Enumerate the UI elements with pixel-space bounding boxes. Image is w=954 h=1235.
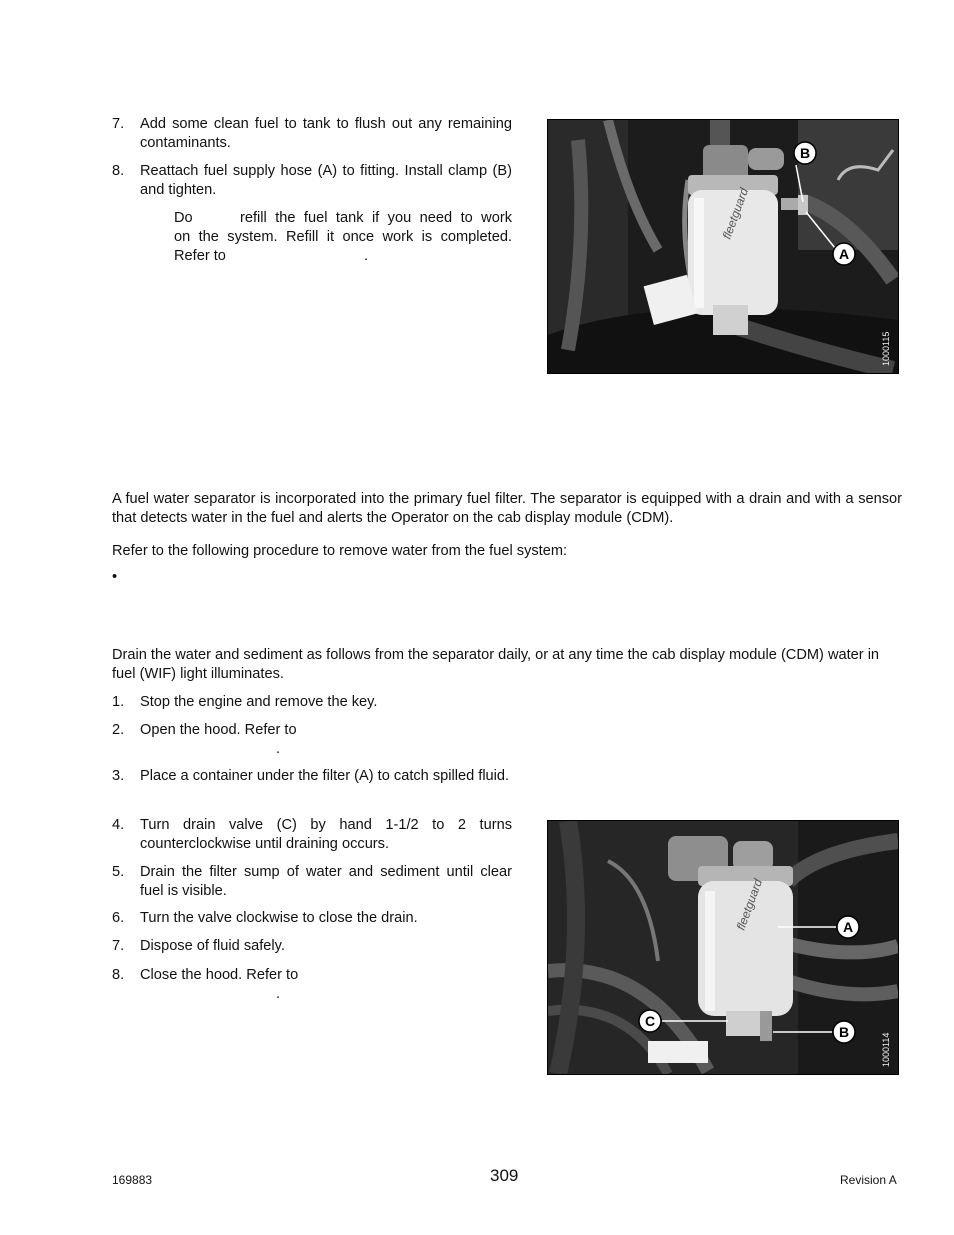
svg-text:C: C xyxy=(644,1013,656,1029)
note-line1: refill the fuel tank if you need to work xyxy=(240,210,512,226)
note-line2: on the system. Refill it once work is completed. xyxy=(174,229,512,245)
step-text: Open the hood. Refer to xyxy=(140,722,297,738)
svg-text:B: B xyxy=(799,145,811,161)
step-tail: . xyxy=(276,741,281,757)
figure-id: 1000114 xyxy=(881,1032,891,1067)
step-text: Turn drain valve (C) by hand 1-1/2 to 2 turns counterclockwise until draining occurs. xyxy=(140,817,512,852)
callout-c xyxy=(639,1010,661,1032)
step-number: 3. xyxy=(112,768,125,784)
step-number: 6. xyxy=(112,910,125,926)
drain-step-8 xyxy=(112,966,512,1002)
drain-step-7 xyxy=(112,937,512,956)
filter-brand-mark: fleetguard xyxy=(733,877,766,933)
doc-number: 169883 xyxy=(112,1173,153,1187)
drain-step-4 xyxy=(112,816,512,854)
step-text: Stop the engine and remove the key. xyxy=(140,694,378,710)
step-number: 7. xyxy=(112,116,125,132)
step-8-reattach-hose xyxy=(112,162,512,200)
drain-intro: Drain the water and sediment as follows from the separator daily, or at any time the cab display module (CDM) water in fuel (WIF) light illuminates. xyxy=(112,647,880,682)
step-number: 8. xyxy=(112,967,125,983)
callout-a xyxy=(837,916,859,938)
note-block xyxy=(174,209,512,266)
drain-step-2 xyxy=(112,721,512,757)
bullet: • xyxy=(112,569,118,585)
figure-fuel-filter-hose xyxy=(547,119,899,374)
figure-water-separator-drain xyxy=(547,820,899,1075)
page-number: 309 xyxy=(490,1166,519,1185)
step-number: 5. xyxy=(112,864,125,880)
svg-text:B: B xyxy=(838,1024,850,1040)
separator-intro: A fuel water separator is incorporated into the primary fuel filter. The separator is equipped with a drain and with a sensor that detects water in the fuel and alerts the Operator on the cab display module (CDM). xyxy=(112,491,902,526)
step-text: Add some clean fuel to tank to flush out any remaining contaminants. xyxy=(140,116,512,151)
step-text: Close the hood. Refer to xyxy=(140,967,299,983)
step-number: 4. xyxy=(112,817,125,833)
step-number: 2. xyxy=(112,722,125,738)
separator-photo xyxy=(548,821,898,1074)
separator-refer: Refer to the following procedure to remove water from the fuel system: xyxy=(112,543,568,559)
note-period: . xyxy=(364,248,369,264)
step-7-add-fuel xyxy=(112,115,512,153)
step-number: 8. xyxy=(112,163,125,179)
fuel-filter-photo xyxy=(548,120,898,373)
callout-b xyxy=(833,1021,855,1043)
step-tail: . xyxy=(276,986,281,1002)
step-text: Reattach fuel supply hose (A) to fitting. Install clamp (B) and tighten. xyxy=(140,163,512,198)
step-text: Dispose of fluid safely. xyxy=(140,938,285,954)
drain-step-6 xyxy=(112,909,512,928)
step-text: Drain the filter sump of water and sediment until clear fuel is visible. xyxy=(140,864,512,899)
note-refer: Refer to xyxy=(174,248,226,264)
drain-step-3 xyxy=(112,767,512,786)
filter-brand-mark: fleetguard xyxy=(719,186,752,242)
revision: Revision A xyxy=(840,1173,897,1187)
step-number: 1. xyxy=(112,694,125,710)
svg-text:A: A xyxy=(842,919,854,935)
note-do: Do xyxy=(174,210,193,226)
step-text: Turn the valve clockwise to close the drain. xyxy=(140,910,418,926)
step-text: Place a container under the filter (A) to catch spilled fluid. xyxy=(140,768,510,784)
callout-a xyxy=(833,243,855,265)
callout-b xyxy=(794,142,816,164)
svg-text:A: A xyxy=(838,246,850,262)
drain-step-5 xyxy=(112,863,512,901)
step-number: 7. xyxy=(112,938,125,954)
drain-step-1 xyxy=(112,693,512,712)
figure-id: 1000115 xyxy=(881,331,891,366)
